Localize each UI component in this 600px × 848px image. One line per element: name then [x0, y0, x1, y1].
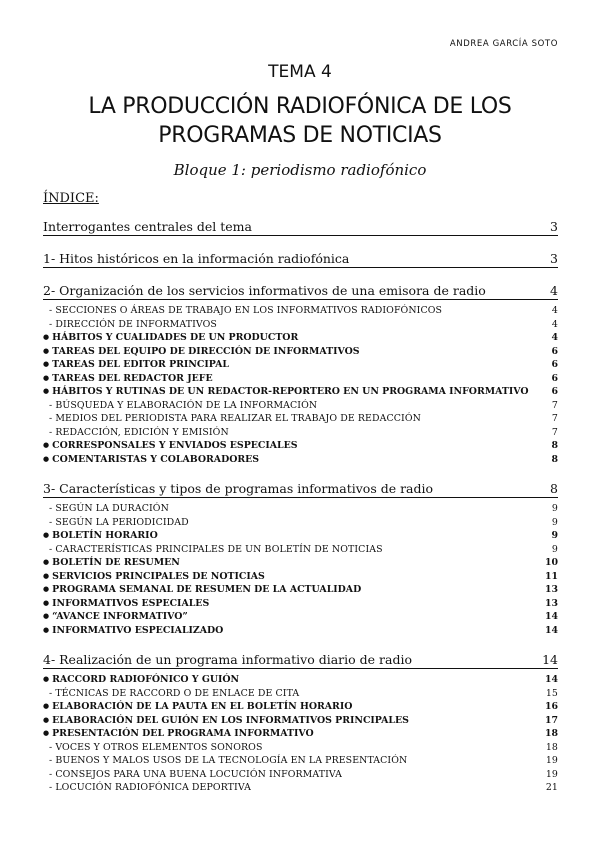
toc-entry-page: 4 — [550, 283, 558, 298]
toc-subtopic[interactable] — [43, 782, 558, 793]
toc-subtopic[interactable] — [43, 544, 558, 555]
toc-topic[interactable] — [43, 386, 558, 397]
toc-entry-title: ● RACCORD RADIOFÓNICO Y GUIÓN — [43, 674, 239, 685]
toc-topic[interactable] — [43, 571, 558, 582]
toc-entry-page: 6 — [551, 386, 558, 397]
toc-entry-page: 14 — [544, 674, 558, 685]
toc-entry-title: Interrogantes centrales del tema — [43, 219, 252, 234]
toc-entry-page: 4 — [551, 305, 558, 316]
toc-entry-page: 7 — [551, 413, 558, 424]
toc-entry-page: 9 — [551, 530, 558, 541]
toc-entry-title: - DIRECCIÓN DE INFORMATIVOS — [49, 318, 217, 330]
toc-topic[interactable] — [43, 625, 558, 636]
toc-entry-title: - VOCES Y OTROS ELEMENTOS SONOROS — [49, 741, 263, 753]
toc-entry-page: 19 — [545, 755, 558, 766]
toc-entry-title: - SEGÚN LA DURACIÓN — [49, 503, 169, 514]
toc-subtopic[interactable] — [43, 427, 558, 438]
toc-topic[interactable] — [43, 701, 558, 712]
toc-entry-title: 4- Realización de un programa informativo diario de radio — [43, 652, 412, 667]
toc-entry-page: 14 — [544, 611, 558, 622]
toc-entry-title: - CONSEJOS PARA UNA BUENA LOCUCIÓN INFORMATIVA — [49, 768, 342, 780]
block-subtitle: Bloque 1: periodismo radiofónico — [173, 161, 427, 179]
toc-topic[interactable] — [43, 373, 558, 384]
toc-entry-title: - BÚSQUEDA Y ELABORACIÓN DE LA INFORMACIÓN — [49, 399, 318, 411]
toc-entry-title: 2- Organización de los servicios informativos de una emisora de radio — [43, 283, 486, 298]
toc-entry-page: 8 — [551, 453, 558, 465]
toc-entry-title: ● PROGRAMA SEMANAL DE RESUMEN DE LA ACTUALIDAD — [43, 584, 361, 595]
toc-entry-title: ● INFORMATIVOS ESPECIALES — [43, 598, 209, 609]
toc-entry-page: 8 — [550, 481, 558, 496]
toc-entry-title: - LOCUCIÓN RADIOFÓNICA DEPORTIVA — [49, 782, 251, 793]
toc-subtopic[interactable] — [43, 413, 558, 424]
toc-topic[interactable] — [43, 674, 558, 685]
toc-entry-title: - TÉCNICAS DE RACCORD O DE ENLACE DE CITA — [49, 687, 300, 699]
toc-topic[interactable] — [43, 530, 558, 541]
toc-entry-page: 6 — [551, 359, 558, 370]
toc-topic[interactable] — [43, 715, 558, 726]
toc-subtopic[interactable] — [43, 742, 558, 753]
index-heading: ÍNDICE: — [43, 191, 99, 206]
toc-entry-page: 6 — [551, 345, 558, 357]
toc-entry-page: 16 — [544, 701, 558, 712]
toc-subtopic[interactable] — [43, 755, 558, 766]
toc-entry-title: ● TAREAS DEL EQUIPO DE DIRECCIÓN DE INFORMATIVOS — [43, 346, 360, 357]
toc-entry-page: 17 — [544, 714, 558, 726]
toc-entry-title: ● INFORMATIVO ESPECIALIZADO — [43, 625, 223, 636]
toc-entry-title: ● CORRESPONSALES Y ENVIADOS ESPECIALES — [43, 440, 298, 451]
toc-entry-title: ● BOLETÍN DE RESUMEN — [43, 557, 180, 568]
toc-entry-page: 8 — [551, 440, 558, 451]
toc-entry-page: 3 — [550, 251, 558, 266]
author-name: ANDREA GARCÍA SOTO — [449, 39, 558, 49]
toc-entry-page: 3 — [550, 219, 558, 234]
toc-entry-page: 13 — [544, 584, 558, 595]
toc-topic[interactable] — [43, 611, 558, 622]
toc-entry-title: ● COMENTARISTAS Y COLABORADORES — [43, 454, 259, 465]
toc-topic[interactable] — [43, 557, 558, 568]
toc-entry-page: 21 — [545, 782, 558, 793]
topic-number: TEMA 4 — [268, 62, 332, 82]
toc-section[interactable] — [43, 481, 558, 498]
toc-entry-page: 18 — [545, 741, 558, 753]
toc-topic[interactable] — [43, 332, 558, 343]
toc-section[interactable] — [43, 283, 558, 300]
toc-entry-title: - CARACTERÍSTICAS PRINCIPALES DE UN BOLETÍN DE NOTICIAS — [49, 543, 383, 555]
toc-entry-title: ● “AVANCE INFORMATIVO” — [43, 611, 188, 622]
toc-topic[interactable] — [43, 728, 558, 739]
toc-topic[interactable] — [43, 440, 558, 451]
toc-topic[interactable] — [43, 584, 558, 595]
toc-entry-title: ● ELABORACIÓN DEL GUIÓN EN LOS INFORMATIVOS PRINCIPALES — [43, 715, 409, 726]
toc-subtopic[interactable] — [43, 305, 558, 316]
toc-entry-page: 9 — [551, 516, 558, 528]
toc-entry-title: ● PRESENTACIÓN DEL PROGRAMA INFORMATIVO — [43, 728, 314, 739]
toc-entry-page: 4 — [551, 318, 558, 330]
title-line-1: LA PRODUCCIÓN RADIOFÓNICA DE LOS — [88, 94, 512, 119]
toc-subtopic[interactable] — [43, 517, 558, 528]
toc-entry-page: 15 — [545, 687, 558, 699]
toc-entry-page: 6 — [551, 372, 558, 384]
toc-entry-page: 18 — [544, 728, 558, 739]
toc-subtopic[interactable] — [43, 503, 558, 514]
toc-entry-title: 3- Características y tipos de programas informativos de radio — [43, 481, 434, 496]
toc-entry-page: 7 — [551, 399, 558, 411]
title-line-2: PROGRAMAS DE NOTICIAS — [158, 123, 442, 148]
toc-entry-title: ● ELABORACIÓN DE LA PAUTA EN EL BOLETÍN HORARIO — [43, 701, 352, 712]
toc-entry-page: 4 — [551, 332, 558, 343]
toc-section[interactable] — [43, 251, 558, 268]
toc-entry-title: ● TAREAS DEL REDACTOR JEFE — [43, 373, 213, 384]
toc-topic[interactable] — [43, 359, 558, 370]
toc-topic[interactable] — [43, 598, 558, 609]
toc-entry-title: - SECCIONES O ÁREAS DE TRABAJO EN LOS INFORMATIVOS RADIOFÓNICOS — [49, 305, 443, 316]
toc-topic[interactable] — [43, 454, 558, 465]
document-title — [0, 92, 600, 150]
toc-entry-title: - BUENOS Y MALOS USOS DE LA TECNOLOGÍA EN LA PRESENTACIÓN — [49, 755, 408, 766]
toc-entry-page: 9 — [551, 543, 558, 555]
toc-subtopic[interactable] — [43, 769, 558, 780]
toc-entry-title: ● BOLETÍN HORARIO — [43, 530, 158, 541]
toc-entry-page: 19 — [545, 768, 558, 780]
toc-entry-title: 1- Hitos históricos en la información radiofónica — [43, 251, 350, 266]
toc-entry-title: - REDACCIÓN, EDICIÓN Y EMISIÓN — [49, 426, 229, 438]
toc-subtopic[interactable] — [43, 319, 558, 330]
toc-entry-page: 14 — [542, 652, 558, 667]
toc-entry-title: - SEGÚN LA PERIODICIDAD — [49, 516, 189, 528]
toc-entry-page: 14 — [544, 624, 558, 636]
toc-entry-title: ● SERVICIOS PRINCIPALES DE NOTICIAS — [43, 571, 265, 582]
toc-section[interactable] — [43, 652, 558, 669]
toc-entry-title: - MEDIOS DEL PERIODISTA PARA REALIZAR EL TRABAJO DE REDACCIÓN — [49, 413, 421, 424]
toc-entry-title: ● TAREAS DEL EDITOR PRINCIPAL — [43, 359, 229, 370]
toc-entry-page: 7 — [551, 426, 558, 438]
toc-section[interactable] — [43, 219, 558, 236]
toc-entry-page: 10 — [544, 557, 558, 568]
toc-topic[interactable] — [43, 346, 558, 357]
toc-subtopic[interactable] — [43, 688, 558, 699]
toc-subtopic[interactable] — [43, 400, 558, 411]
toc-entry-page: 13 — [544, 597, 558, 609]
toc-entry-title: ● HÁBITOS Y RUTINAS DE UN REDACTOR-REPORTERO EN UN PROGRAMA INFORMATIVO — [43, 386, 529, 397]
toc-entry-page: 11 — [544, 570, 558, 582]
toc-entry-page: 9 — [551, 503, 558, 514]
toc-entry-title: ● HÁBITOS Y CUALIDADES DE UN PRODUCTOR — [43, 332, 298, 343]
